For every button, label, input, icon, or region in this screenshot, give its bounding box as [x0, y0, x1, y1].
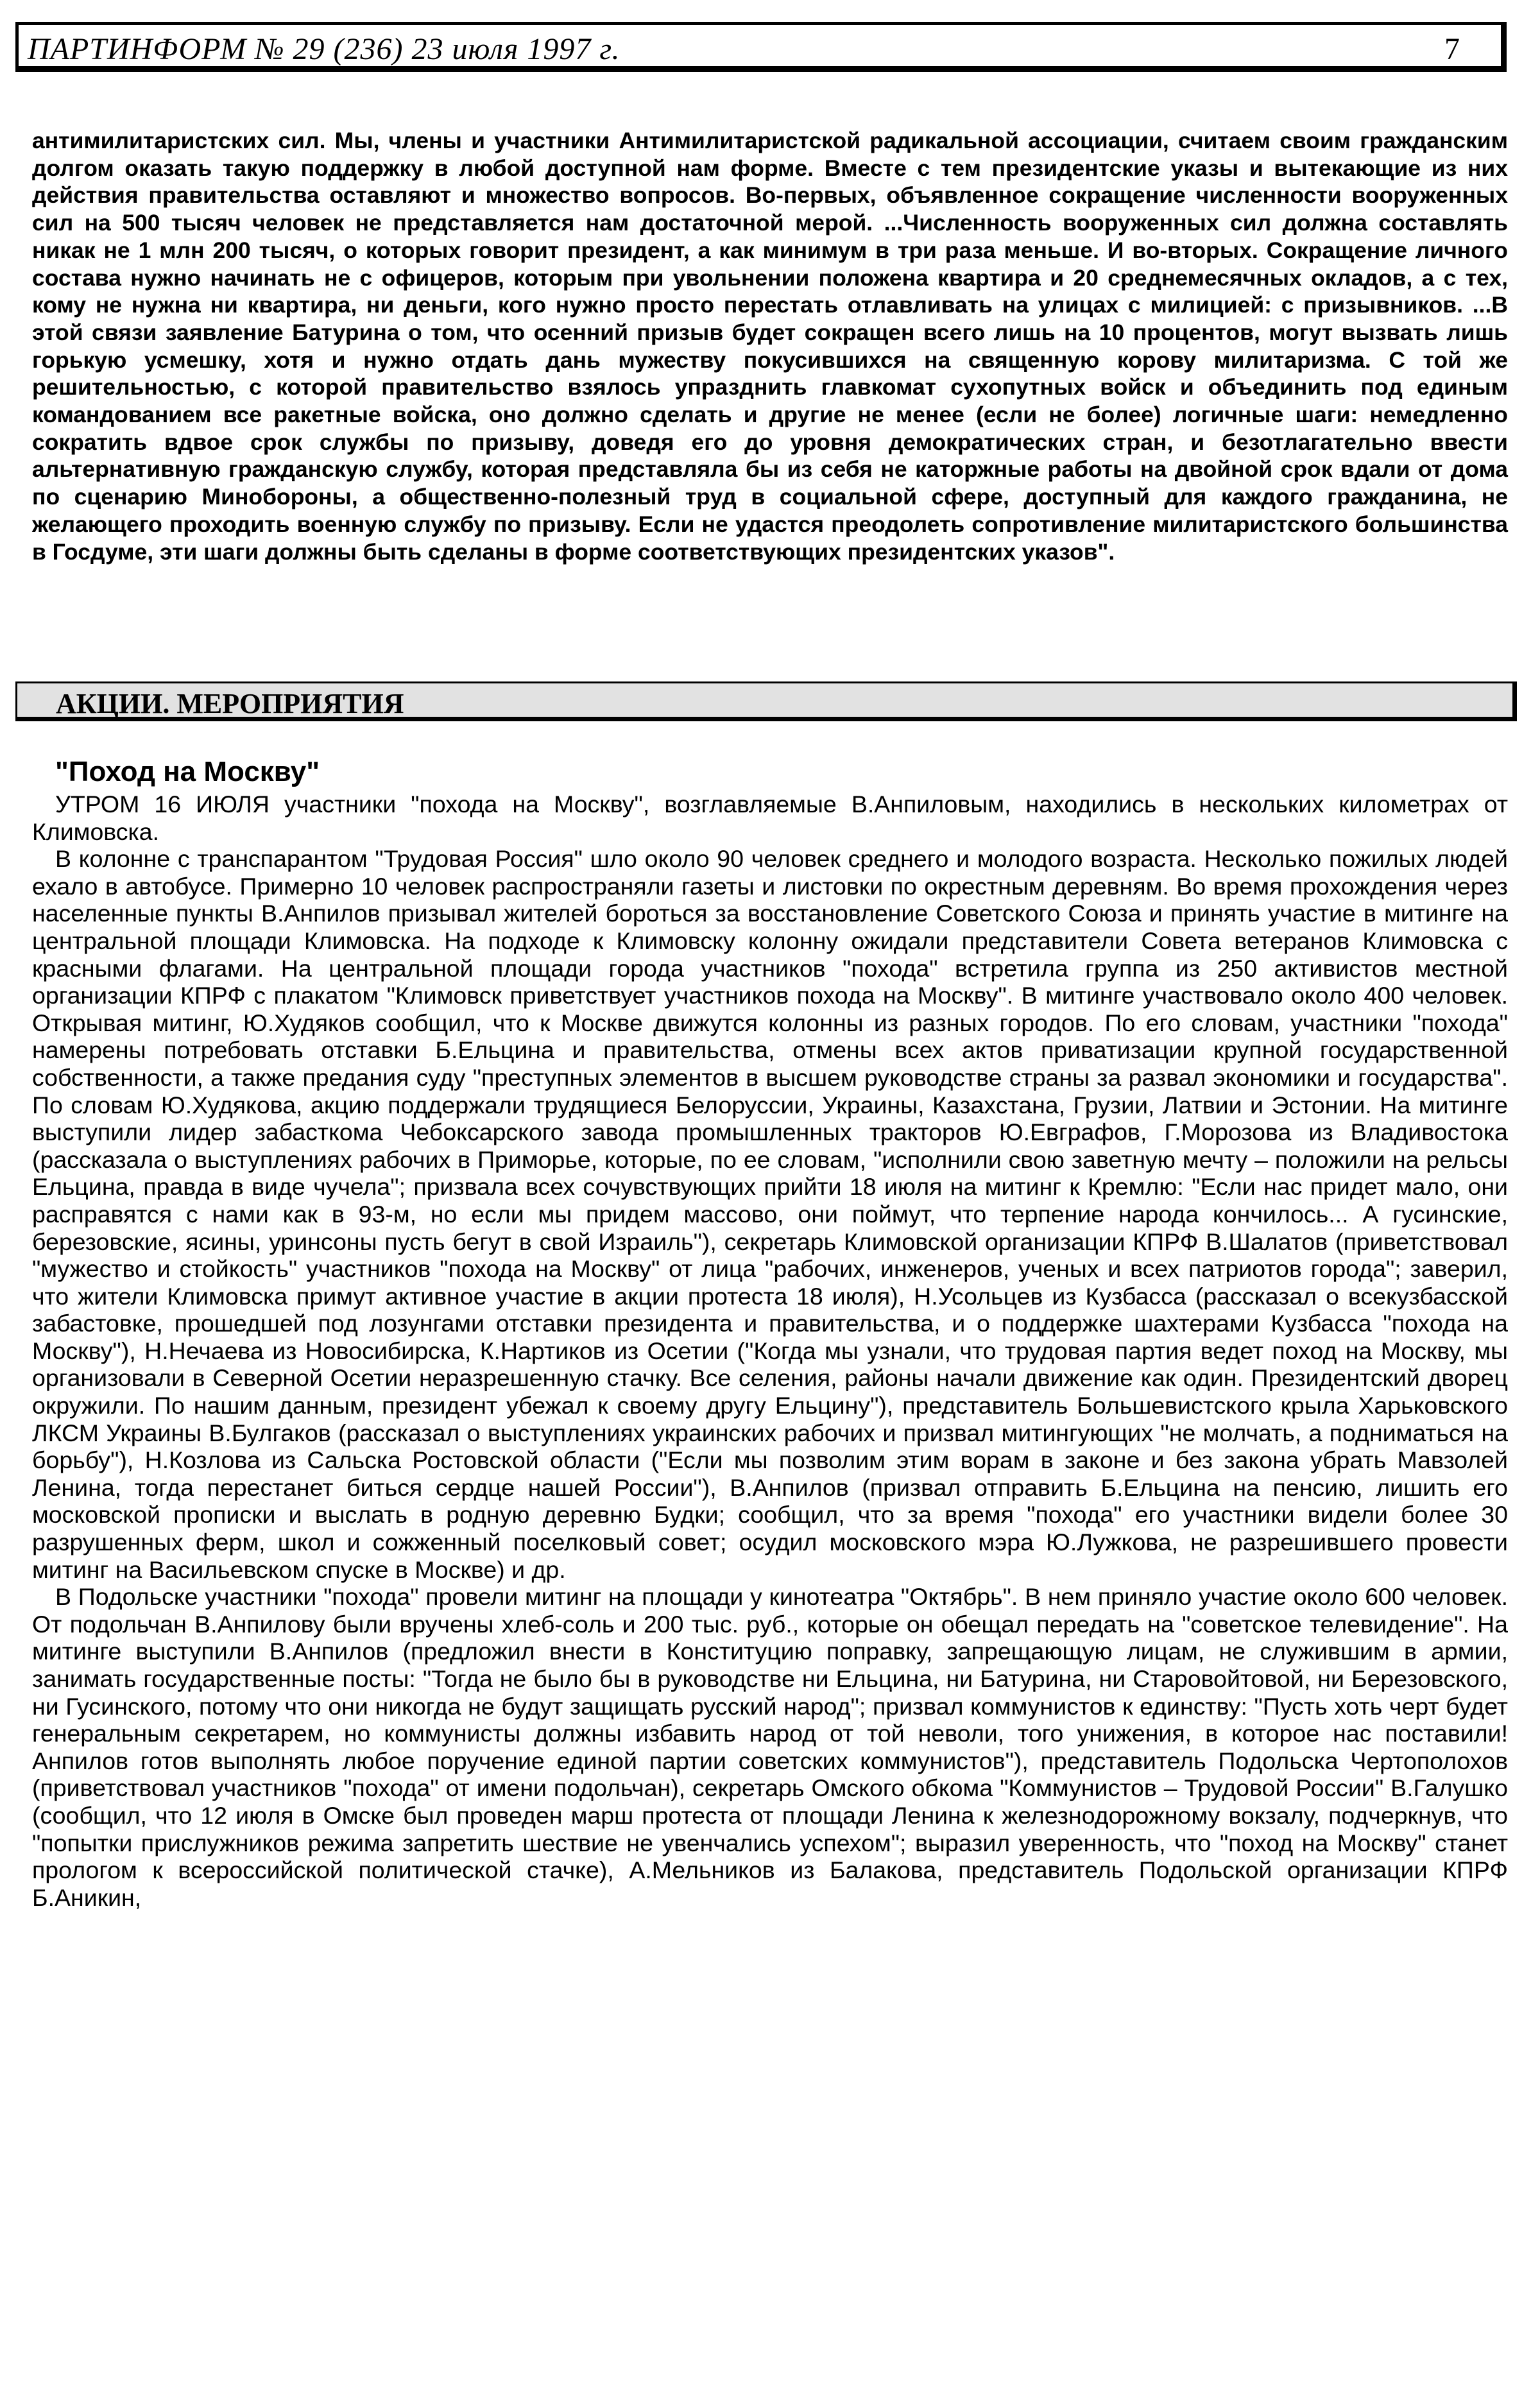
- intro-paragraph: антимилитаристских сил. Мы, члены и участники Антимилитаристской радикальной ассоциации, считаем своим гражданским долгом оказать такую поддержку в любой доступной нам форме. Вместе с тем президентские указы и вытекающие из них действия правительства оставляют и множество вопросов. Во-первых, объявленное сокращение численности вооруженных сил на 500 тысяч человек не представляется нам достаточной мерой. ...Численность вооруженных сил должна составлять никак не 1 млн 200 тысяч, о которых говорит президент, а как минимум в три раза меньше. И во-вторых. Сокращение личного состава нужно начинать не с офицеров, которым при увольнении положена квартира и 20 среднемесячных окладов, а с тех, кому не нужна ни квартира, ни деньги, кого нужно просто перестать отлавливать на улицах с милицией: с призывников. ...В этой связи заявление Батурина о том, что осенний призыв будет сокращен всего лишь на 10 процентов, могут вызвать лишь горькую усмешку, хотя и нужно отдать дань мужеству покусившихся на священную корову милитаризма. С той же решительностью, с которой правительство взялось упразднить главкомат сухопутных войск и объединить под единым командованием все ракетные войска, оно должно сделать и другие не менее (если не более) логичные шаги: немедленно сократить вдвое срок службы по призыву, доведя его до уровня демократических стран, и безотлагательно ввести альтернативную гражданскую службу, которая представляла бы из себя не каторжные работы на двойной срок вдали от дома по сценарию Минобороны, а общественно-полезный труд в социальной сфере, доступный для каждого гражданина, не желающего проходить военную службу по призыву. Если не удастся преодолеть сопротивление милитаристского большинства в Госдуме, эти шаги должны быть сделаны в форме соответствующих президентских указов".: [32, 128, 1508, 565]
- page-number: 7: [1444, 32, 1460, 66]
- publication-title: ПАРТИНФОРМ № 29 (236) 23 июля 1997 г.: [28, 32, 620, 66]
- article-title: "Поход на Москву": [55, 756, 320, 787]
- article-body: [32, 791, 1508, 1911]
- article-paragraph: В колонне с транспарантом "Трудовая Россия" шло около 90 человек среднего и молодого возраста. Несколько пожилых людей ехало в автобусе. Примерно 10 человек распространяли газеты и листовки по окрестным деревням. Во время прохождения через населенные пункты В.Анпилов призывал жителей бороться за восстановление Советского Союза и принять участие в митинге на центральной площади Климовска. На подходе к Климовску колонну ожидали представители Совета ветеранов Климовска с красными флагами. На центральной площади города участников "похода" встретила группа из 250 активистов местной организации КПРФ с плакатом "Климовск приветствует участников похода на Москву". В митинге участвовало около 400 человек. Открывая митинг, Ю.Худяков сообщил, что к Москве движутся колонны из разных городов. По его словам, участники "похода" намерены потребовать отставки Б.Ельцина и правительства, отмены всех актов приватизации крупной государственной собственности, а также предания суду "преступных элементов в высшем руководстве страны за развал экономики и государства". По словам Ю.Худякова, акцию поддержали трудящиеся Белоруссии, Украины, Казахстана, Грузии, Латвии и Эстонии. На митинге выступили лидер забасткома Чебоксарского завода промышленных тракторов Ю.Евграфов, Г.Морозова из Владивостока (рассказала о выступлениях рабочих в Приморье, которые, по ее словам, "исполнили свою заветную мечту – положили на рельсы Ельцина, правда в виде чучела"; призвала всех сочувствующих прийти 18 июля на митинг к Кремлю: "Если нас придет мало, они расправятся с нами как в 93-м, но если мы придем массово, они поймут, что терпение народа кончилось... А гусинские, березовские, ясины, уринсоны пусть бегут в свой Израиль"), секретарь Климовской организации КПРФ В.Шалатов (приветствовал "мужество и стойкость" участников "похода на Москву" от лица "рабочих, инженеров, ученых и всех патриотов города"; заверил, что жители Климовска примут активное участие в акции протеста 18 июля), Н.Усольцев из Кузбасса (рассказал о всекузбасской забастовке, прошедшей под лозунгами отставки президента и правительства, и о поддержке шахтерами Кузбасса "похода на Москву"), Н.Нечаева из Новосибирска, К.Нартиков из Осетии ("Когда мы узнали, что трудовая партия ведет поход на Москву, мы организовали в Северной Осетии неразрешенную стачку. Все селения, районы начали движение как один. Президентский дворец окружили. По нашим данным, президент убежал к своему другу Ельцину"), представитель Большевистского крыла Харьковского ЛКСМ Украины В.Булгаков (рассказал о выступлениях украинских рабочих и призвал митингующих "не молчать, а подниматься на борьбу"), Н.Козлова из Сальска Ростовской области ("Если мы позволим этим ворам в законе и без закона убрать Мавзолей Ленина, тогда перестанет биться сердце нашей России"), В.Анпилов (призвал отправить Б.Ельцина на пенсию, лишить его московской прописки и выслать в родную деревню Будки; сообщил, что за время "похода" его участники видели более 30 разрушенных ферм, школ и сожженный поселковый совет; осудил московского мэра Ю.Лужкова, не разрешившего провести митинг на Васильевском спуске в Москве) и др.: [32, 845, 1508, 1583]
- article-paragraph: УТРОМ 16 ИЮЛЯ участники "похода на Москву", возглавляемые В.Анпиловым, находились в нескольких километрах от Климовска.: [32, 791, 1508, 845]
- page-header: [15, 22, 1507, 72]
- section-heading-bar: [15, 681, 1517, 721]
- article-paragraph: В Подольске участники "похода" провели митинг на площади у кинотеатра "Октябрь". В нем приняло участие около 600 человек. От подольчан В.Анпилову были вручены хлеб-соль и 200 тыс. руб., которые он обещал передать на "советское телевидение". На митинге выступили В.Анпилов (предложил внести в Конституцию поправку, запрещающую лицам, не служившим в армии, занимать государственные посты: "Тогда не было бы в руководстве ни Ельцина, ни Батурина, ни Старовойтовой, ни Березовского, ни Гусинского, потому что они никогда не будут защищать русский народ"; призвал коммунистов к единству: "Пусть хоть черт будет генеральным секретарем, но коммунисты должны избавить народ от той неволи, того унижения, в которое нас поставили! Анпилов готов выполнять любое поручение единой партии советских коммунистов"), представитель Подольска Чертополохов (приветствовал участников "похода" от имени подольчан), секретарь Омского обкома "Коммунистов – Трудовой России" В.Галушко (сообщил, что 12 июля в Омске был проведен марш протеста от площади Ленина к железнодорожному вокзалу, подчеркнув, что "попытки прислужников режима запретить шествие не увенчались успехом"; выразил уверенность, что "поход на Москву" станет прологом к всероссийской политической стачке), А.Мельников из Балакова, представитель Подольской организации КПРФ Б.Аникин,: [32, 1583, 1508, 1911]
- section-title: АКЦИИ. МЕРОПРИЯТИЯ: [56, 688, 404, 719]
